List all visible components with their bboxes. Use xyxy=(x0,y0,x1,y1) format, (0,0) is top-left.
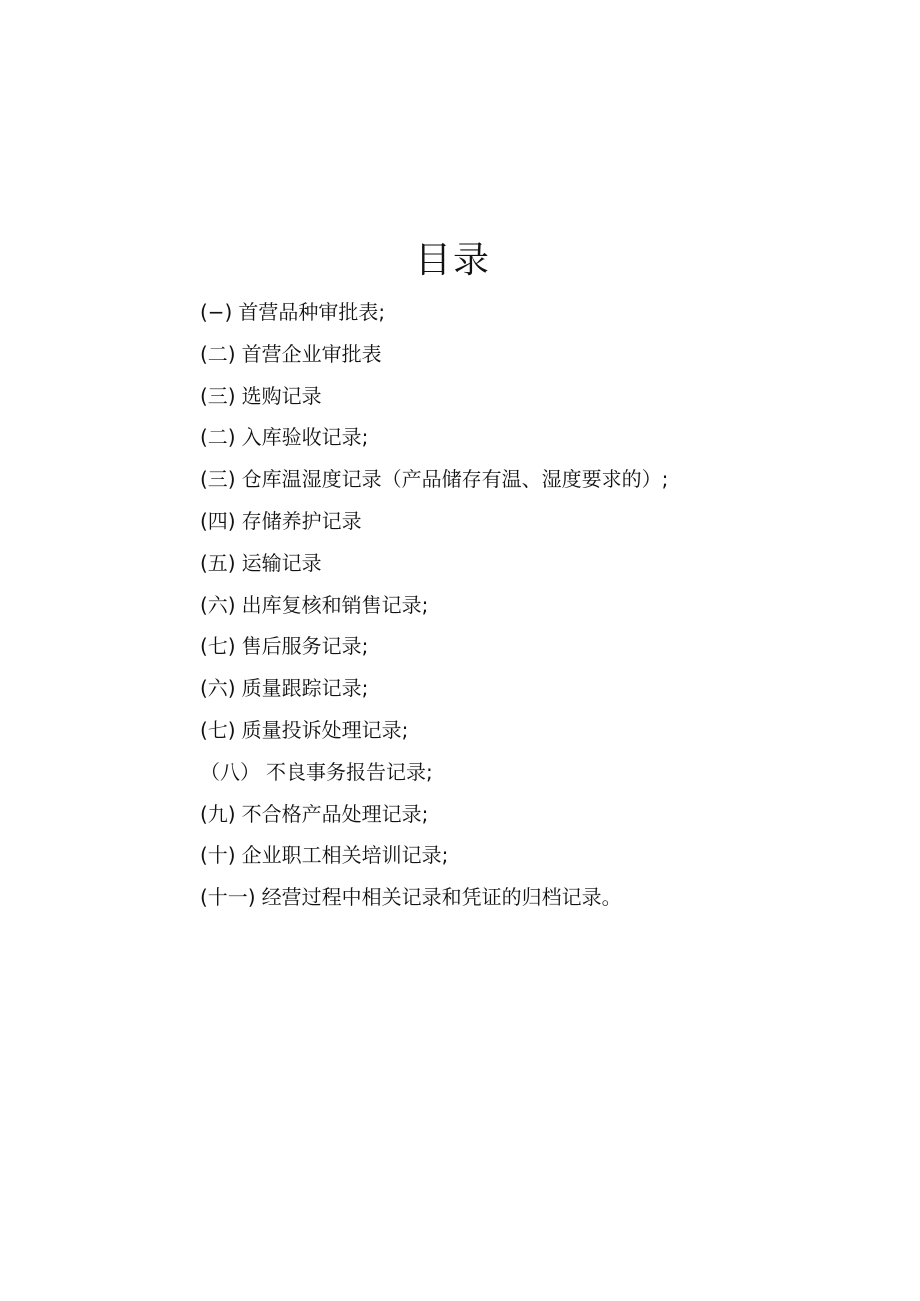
toc-item-number: （八） xyxy=(200,759,260,784)
toc-item-number: (十一) xyxy=(200,885,256,910)
toc-item xyxy=(200,376,900,418)
toc-item xyxy=(200,877,900,919)
toc-item-number: (六) xyxy=(200,592,236,617)
toc-item-text: 首营企业审批表 xyxy=(241,341,382,366)
toc-item xyxy=(200,835,900,877)
page-title: 目录 xyxy=(414,240,491,281)
toc-item xyxy=(200,334,900,376)
toc-item-number: (六) xyxy=(200,676,236,701)
toc-item-text: 不良事务报告记录; xyxy=(266,759,433,784)
toc-item-number: (十) xyxy=(200,843,236,868)
table-of-contents xyxy=(200,292,900,919)
toc-item-text: 仓库温湿度记录（产品储存有温、湿度要求的）; xyxy=(241,467,669,492)
toc-item-text: 首营品种审批表; xyxy=(238,300,386,324)
toc-item xyxy=(200,459,900,501)
toc-item xyxy=(200,585,900,627)
toc-item-text: 入库验收记录; xyxy=(241,425,369,450)
toc-item xyxy=(200,417,900,459)
toc-item-number: (七) xyxy=(200,634,236,659)
toc-item xyxy=(200,668,900,710)
toc-item-number: (七) xyxy=(200,717,236,742)
toc-item-number: (−) xyxy=(200,300,233,324)
toc-item xyxy=(200,626,900,668)
toc-item-number: (九) xyxy=(200,801,236,826)
toc-item-number: (三) xyxy=(200,383,236,408)
toc-item xyxy=(200,710,900,752)
toc-item-number: (三) xyxy=(200,467,236,492)
toc-item-text: 运输记录 xyxy=(241,550,322,575)
toc-item xyxy=(200,501,900,543)
toc-item-text: 出库复核和销售记录; xyxy=(241,592,429,617)
toc-item xyxy=(200,543,900,585)
toc-item-text: 选购记录 xyxy=(241,383,322,408)
toc-item xyxy=(200,794,900,836)
toc-item-number: (二) xyxy=(200,341,236,366)
toc-item-number: (五) xyxy=(200,550,236,575)
toc-item-text: 企业职工相关培训记录; xyxy=(241,843,449,868)
toc-item-text: 存储养护记录 xyxy=(241,508,362,533)
toc-item-number: (四) xyxy=(200,508,236,533)
toc-item xyxy=(200,752,900,794)
toc-item-text: 售后服务记录; xyxy=(241,634,369,659)
toc-item-text: 经营过程中相关记录和凭证的归档记录。 xyxy=(261,885,622,910)
toc-item-text: 质量投诉处理记录; xyxy=(241,717,409,742)
toc-item xyxy=(200,292,900,334)
toc-item-number: (二) xyxy=(200,425,236,450)
toc-item-text: 不合格产品处理记录; xyxy=(241,801,429,826)
toc-item-text: 质量跟踪记录; xyxy=(241,676,369,701)
